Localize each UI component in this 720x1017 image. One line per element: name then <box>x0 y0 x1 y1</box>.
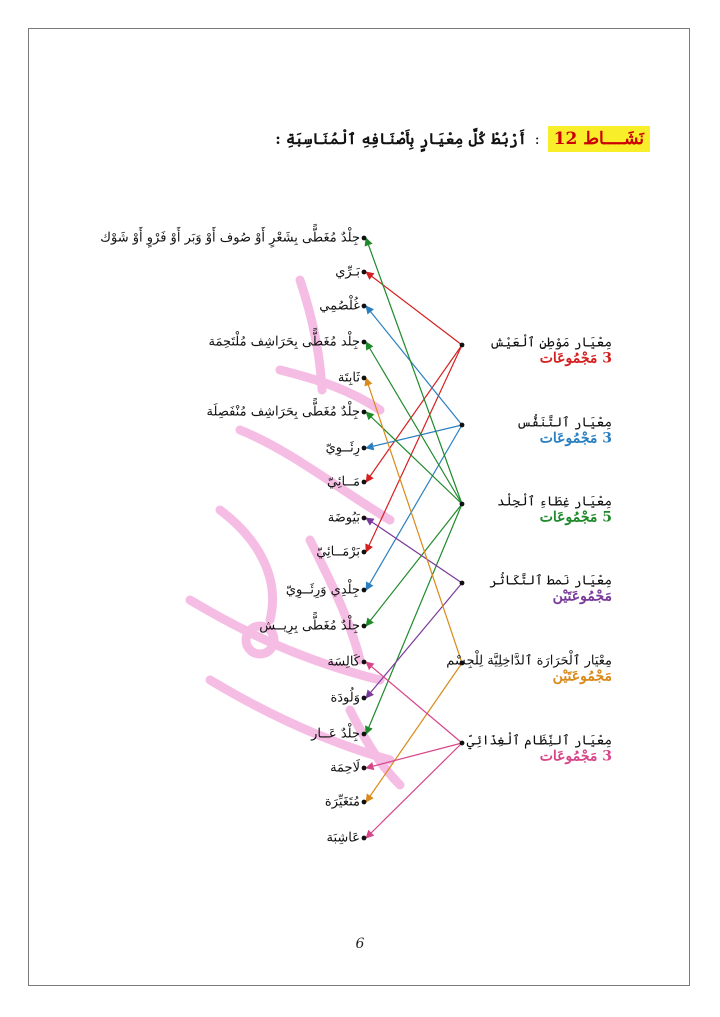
left-dot[interactable] <box>362 376 367 381</box>
connection-line <box>366 743 462 768</box>
criterion-item <box>446 654 612 685</box>
criterion-name: مِعْيَار مَوْطِنِ ٱلْعَيْش <box>489 335 612 351</box>
left-item: بَرْمَــائِيّ <box>316 544 360 560</box>
left-item: عَاشِبَة <box>326 830 360 846</box>
activity-label: نَشَــــاط <box>583 129 644 149</box>
left-item: بَـرِّي <box>335 264 360 280</box>
criterion-count: مَجْمُوعَتَيْن <box>552 668 612 685</box>
left-item: جِلْد مُغَطًّى بِحَرَاشِف مُلْتَحِمَة <box>208 334 360 350</box>
left-item: ثَابِتَة <box>337 370 360 386</box>
left-item: جِلْدٌ مُغَطًّى بِرِيــش <box>259 618 360 634</box>
connection-line <box>366 743 462 838</box>
left-dot[interactable] <box>362 236 367 241</box>
left-dot[interactable] <box>362 550 367 555</box>
left-dot[interactable] <box>362 800 367 805</box>
connection-line <box>366 412 462 504</box>
left-item: رِئَــوِيّ <box>325 440 360 456</box>
left-item: مُتَغَيِّرَة <box>324 794 360 810</box>
activity-number: 12 <box>553 129 578 149</box>
right-dot[interactable] <box>460 581 465 586</box>
page-number: 6 <box>355 936 365 952</box>
criterion-count: مَجْمُوعَتَيْن <box>552 588 612 605</box>
left-item: جِلْدِي وَرِئَــوِيّ <box>285 582 360 598</box>
connection-line <box>366 425 462 448</box>
left-item: جِلْدٌ عَــار <box>311 726 360 742</box>
left-dot[interactable] <box>362 340 367 345</box>
left-dot[interactable] <box>362 410 367 415</box>
left-item: غُلْصُمِي <box>319 298 360 314</box>
criterion-item <box>489 336 612 367</box>
left-dot[interactable] <box>362 836 367 841</box>
criterion-count: 3 مَجْمُوعَات <box>539 748 612 765</box>
left-item: لَاحِمَة <box>330 760 360 776</box>
connection-line <box>366 238 462 504</box>
criterion-count: 3 مَجْمُوعَات <box>539 430 612 447</box>
criterion-count: 3 مَجْمُوعَات <box>539 350 612 367</box>
left-dot[interactable] <box>362 304 367 309</box>
criterion-item <box>489 574 612 605</box>
activity-instruction: أَرْبُطْ كُلَّ مِعْيَارٍ بِأَصْنَافِهِ ٱلْمُنَاسِبَةِ : <box>275 130 527 148</box>
left-item: وَلُودَة <box>330 690 360 706</box>
criterion-name: مِعْيَار ٱلْحَرَارَة ٱلدَّاخِلِيَّة لِلْجِسْم <box>446 653 612 669</box>
title-separator: : <box>534 130 540 148</box>
criterion-item <box>467 734 612 765</box>
right-dot[interactable] <box>460 343 465 348</box>
connection-line <box>366 518 462 583</box>
right-dot[interactable] <box>460 502 465 507</box>
criterion-count: 5 مَجْمُوعَات <box>539 509 612 526</box>
right-dot[interactable] <box>460 423 465 428</box>
left-dot[interactable] <box>362 660 367 665</box>
criterion-item <box>497 495 612 526</box>
connection-line <box>366 272 462 345</box>
left-dot[interactable] <box>362 696 367 701</box>
left-dot[interactable] <box>362 588 367 593</box>
left-item: مَــائِيّ <box>327 474 360 490</box>
left-item: جِلْدٌ مُغَطًّى بِشَعْرٍ أَوْ صُوف أَوْ وَبَر أَوْ فَرْوٍ أَوْ شَوْك <box>100 230 360 246</box>
left-dot[interactable] <box>362 766 367 771</box>
left-dot[interactable] <box>362 446 367 451</box>
left-dot[interactable] <box>362 624 367 629</box>
left-dot[interactable] <box>362 732 367 737</box>
left-dot[interactable] <box>362 516 367 521</box>
criterion-name: مِعْيَار ٱلنِّظَام ٱلْغِذَائِيّ <box>466 733 612 749</box>
criterion-item <box>516 416 612 447</box>
left-item: جِلْدٌ مُغَطًّى بِحَرَاشِف مُنْفَصِلَة <box>206 404 360 420</box>
right-dot[interactable] <box>460 741 465 746</box>
criterion-name: مِعْيَار نَمط ٱلتَّكَاثُر <box>489 573 612 589</box>
left-item: كَالِسَة <box>327 654 360 670</box>
left-item: بَيُوضَة <box>327 510 360 526</box>
criterion-name: مِعْيَار ٱلتَّنَفُّس <box>516 415 612 431</box>
left-dot[interactable] <box>362 270 367 275</box>
left-dot[interactable] <box>362 480 367 485</box>
criterion-name: مِعْيَار غِطَاءِ ٱلْجِلْد <box>497 494 612 510</box>
